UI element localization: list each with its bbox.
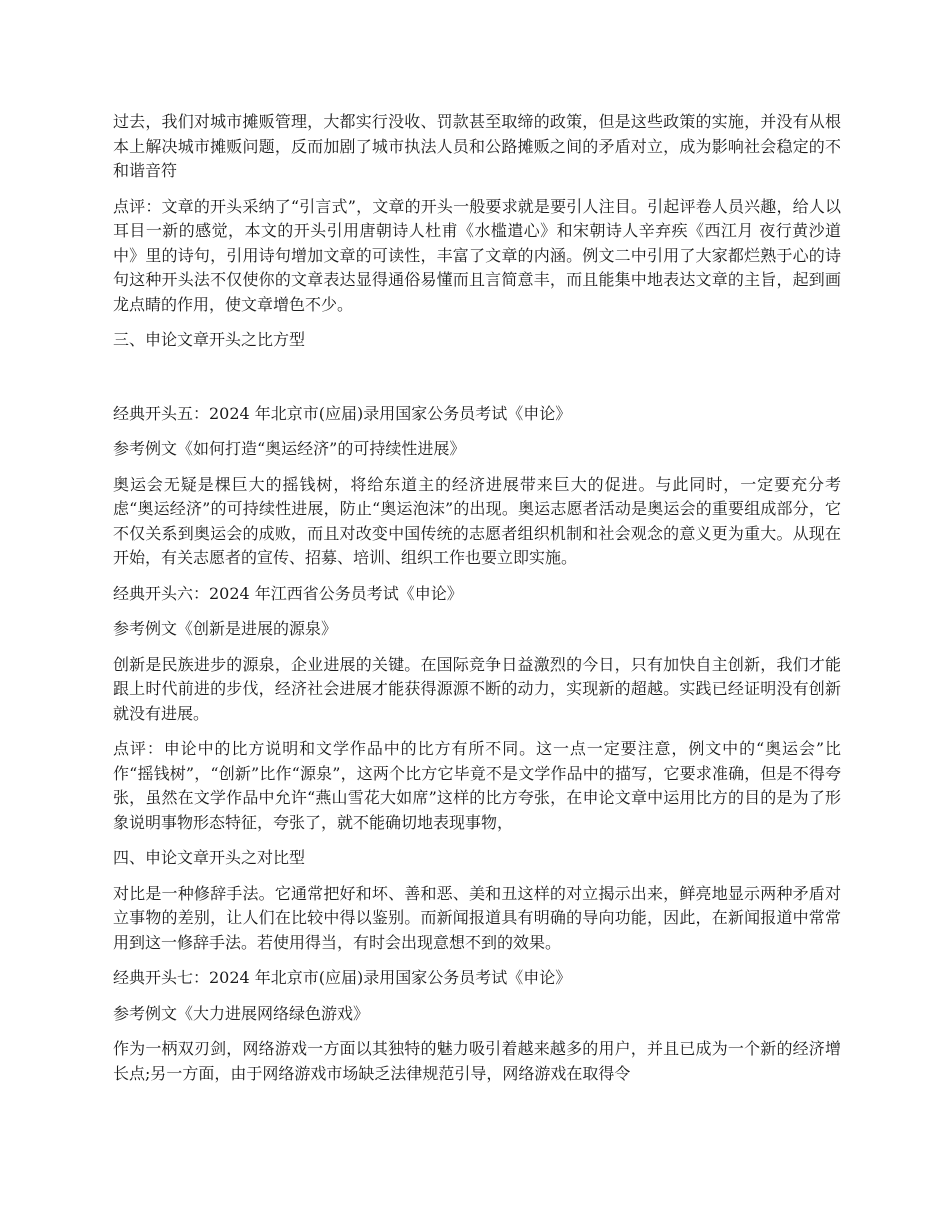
paragraph-example-5: 奥运会无疑是棵巨大的摇钱树，将给东道主的经济进展带来巨大的促进。与此同时，一定要充分考虑“奥运经济”的可持续性进展，防止“奥运泡沫”的出现。奥运志愿者活动是奥运会的重要组成部分，它不仅关系到奥运会的成败，而且对改变中国传统的志愿者组织机制和社会观念的意义更为重大。从现在开始，有关志愿者的宣传、招募、培训、组织工作也要立即实施。 (113, 474, 841, 567)
reference-title-5: 参考例文《如何打造“奥运经济”的可持续性进展》 (113, 439, 466, 458)
document-page (113, 110, 841, 1097)
example-heading-7: 经典开头七：2024 年北京市(应届)录用国家公务员考试《申论》 (113, 968, 572, 987)
paragraph-comment-2: 点评：申论中的比方说明和文学作品中的比方有所不同。这一点一定要注意，例文中的“奥运会”比作“摇钱树”，“创新”比作“源泉”，这两个比方它毕竟不是文学作品中的描写，它要求准确，但是不得夸张，虽然在文学作品中允许“燕山雪花大如席”这样的比方夸张，在申论文章中运用比方的目的是为了形象说明事物形态特征，夸张了，就不能确切地表现事物， (113, 739, 841, 832)
section-heading-3: 三、申论文章开头之比方型 (113, 330, 306, 349)
paragraph-example-7: 作为一柄双刃剑，网络游戏一方面以其独特的魅力吸引着越来越多的用户，并且已成为一个新的经济增长点;另一方面，由于网络游戏市场缺乏法律规范引导，网络游戏在取得令 (113, 1039, 841, 1083)
paragraph-comment-1: 点评：文章的开头采纳了“引言式”，文章的开头一般要求就是要引人注目。引起评卷人员兴趣，给人以耳目一新的感觉，本文的开头引用唐朝诗人杜甫《水槛遣心》和宋朝诗人辛弃疾《西江月 夜行黄沙道中》里的诗句，引用诗句增加文章的可读性，丰富了文章的内涵。例文二中引用了大家都烂熟于心的诗句这种开头法不仅使你的文章表达显得通俗易懂而且言简意丰，而且能集中地表达文章的主旨，起到画龙点睛的作用，使文章增色不少。 (113, 196, 841, 314)
paragraph-contrast: 对比是一种修辞手法。它通常把好和坏、善和恶、美和丑这样的对立揭示出来，鲜亮地显示两种矛盾对立事物的差别，让人们在比较中得以鉴别。而新闻报道具有明确的导向功能，因此，在新闻报道中常常用到这一修辞手法。若使用得当，有时会出现意想不到的效果。 (113, 883, 841, 952)
section-heading-4: 四、申论文章开头之对比型 (113, 848, 306, 867)
paragraph-intro: 过去，我们对城市摊贩管理，大都实行没收、罚款甚至取缔的政策，但是这些政策的实施，并没有从根本上解决城市摊贩问题，反而加剧了城市执法人员和公路摊贩之间的矛盾对立，成为影响社会稳定的不和谐音符 (113, 112, 841, 180)
blank-space (113, 364, 841, 402)
reference-title-7: 参考例文《大力进展网络绿色游戏》 (113, 1003, 370, 1023)
example-heading-5: 经典开头五：2024 年北京市(应届)录用国家公务员考试《申论》 (113, 403, 572, 423)
example-heading-6: 经典开头六：2024 年江西省公务员考试《申论》 (113, 583, 463, 603)
reference-title-6: 参考例文《创新是进展的源泉》 (113, 619, 338, 638)
paragraph-example-6: 创新是民族进步的源泉，企业进展的关键。在国际竞争日益激烈的今日，只有加快自主创新，我们才能跟上时代前进的步伐，经济社会进展才能获得源源不断的动力，实现新的超越。实践已经证明没有创新就没有进展。 (113, 654, 841, 723)
